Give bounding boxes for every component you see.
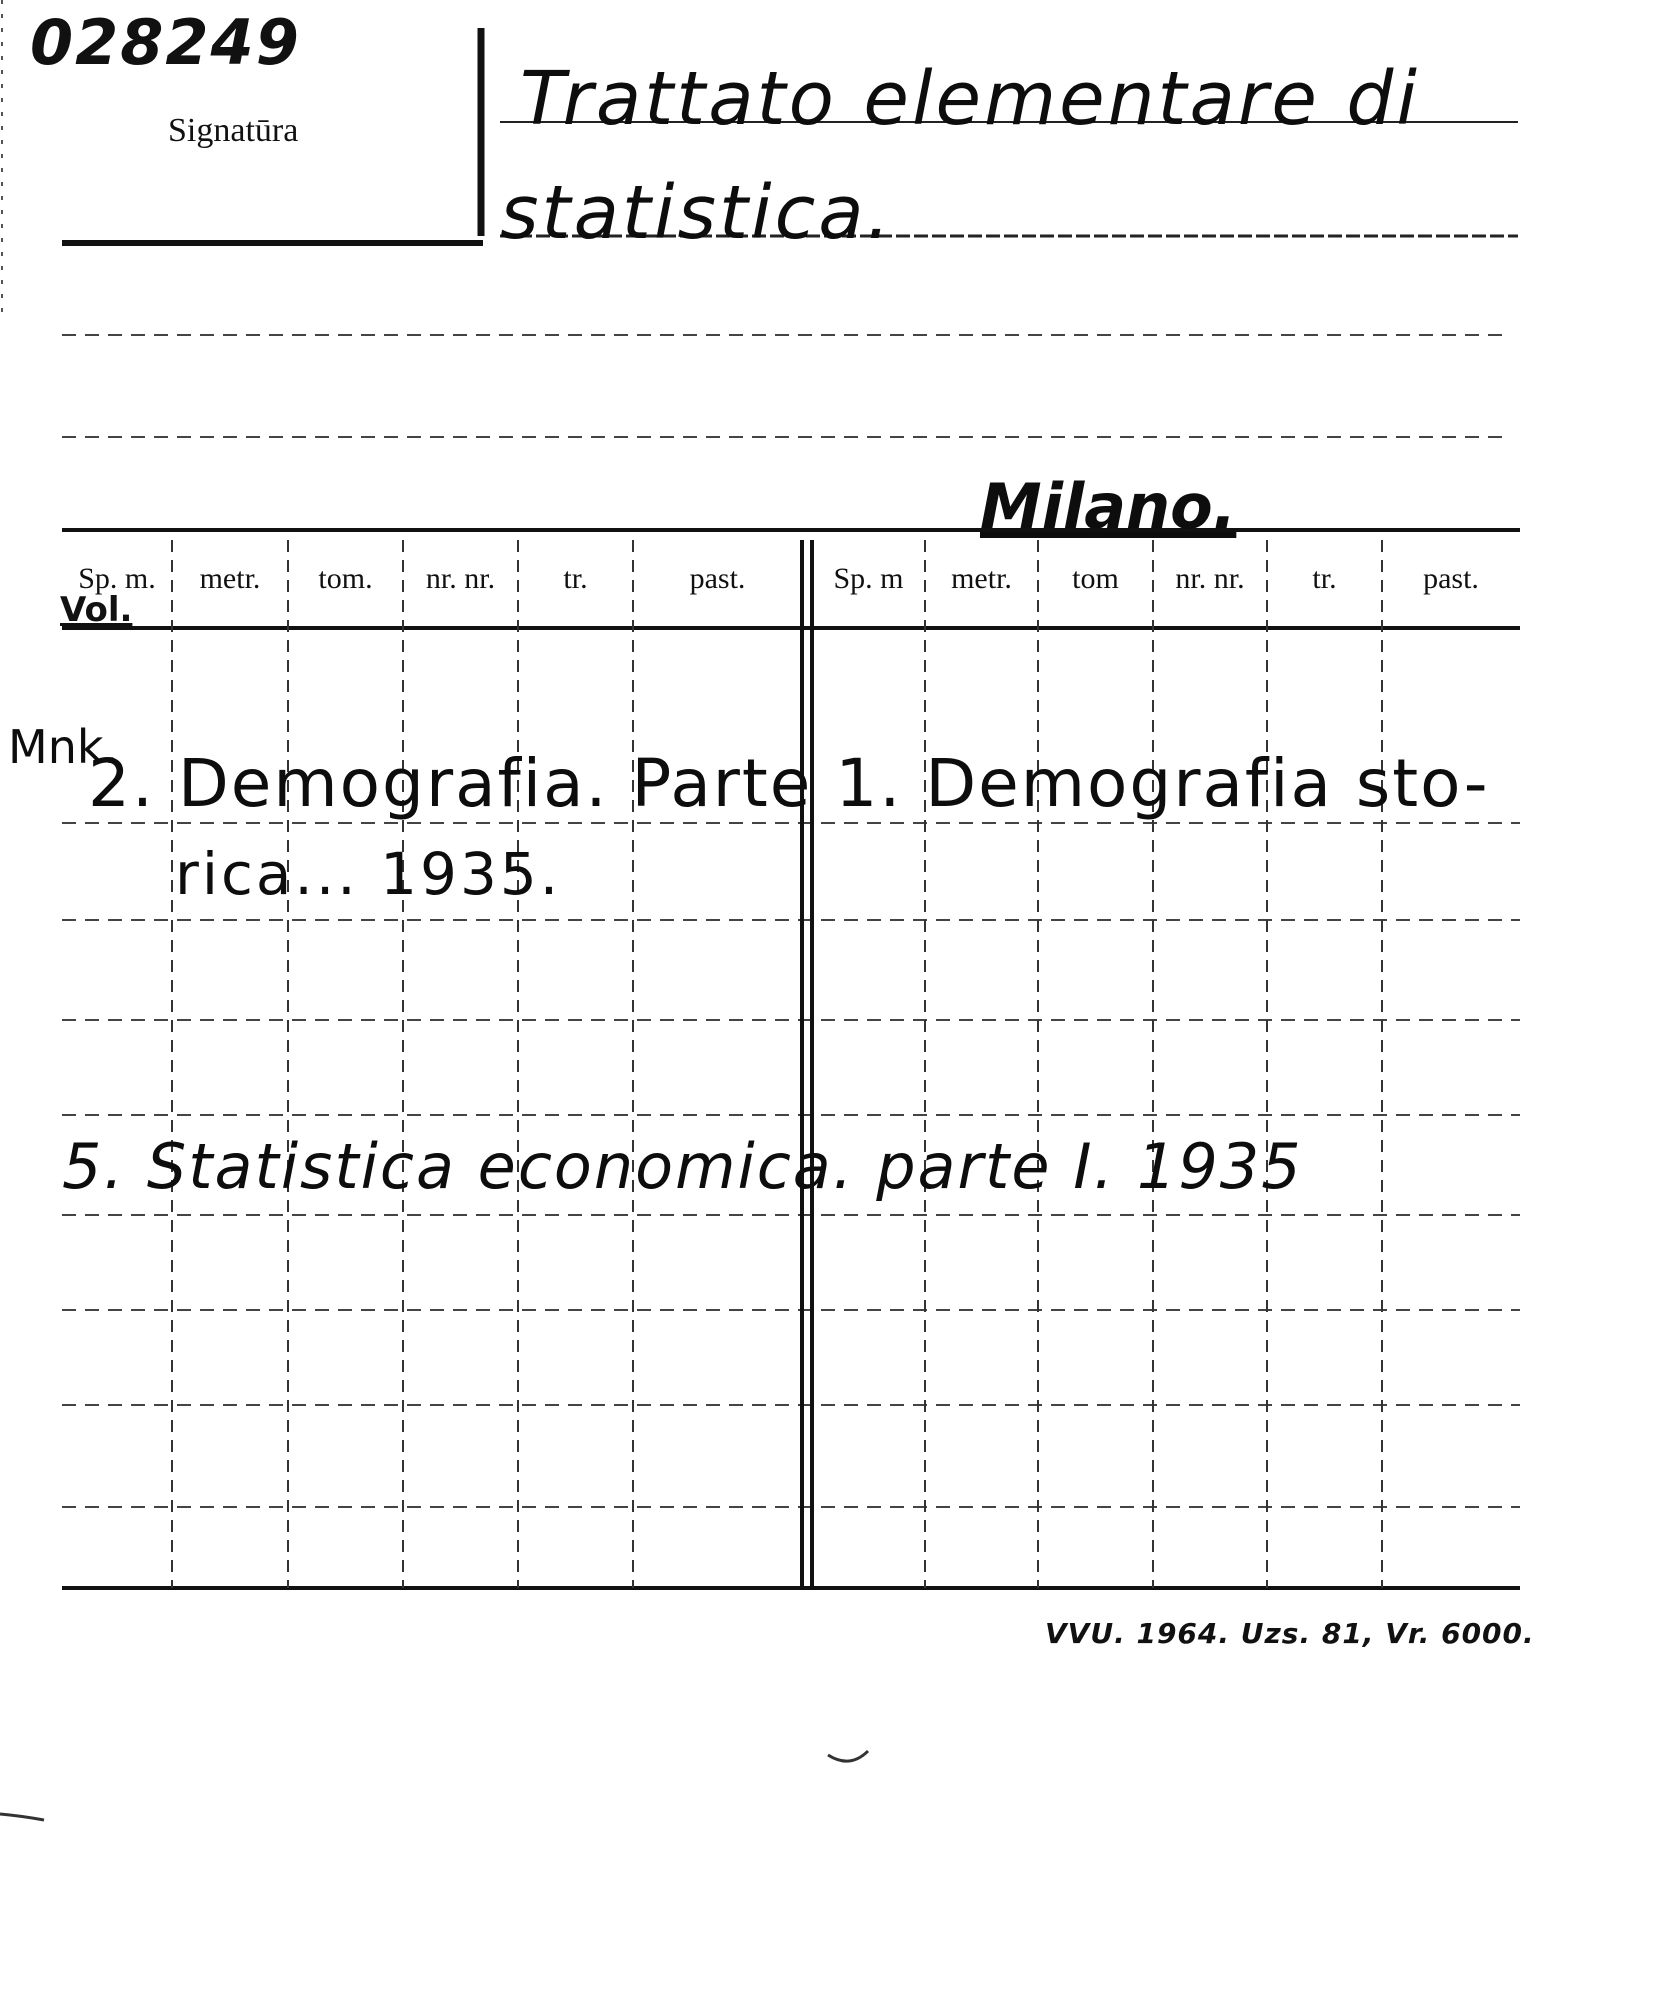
header-nr-left: nr. nr.	[425, 562, 496, 595]
header-past-right: past.	[1423, 562, 1479, 595]
title-line-1: Trattato elementare di	[520, 56, 1420, 142]
signature-label: Signatūra	[168, 112, 299, 149]
title-line-2: statistica.	[500, 170, 894, 256]
entry-1-line-1: 2. Demografia. Parte 1. Demografia sto-	[88, 745, 1490, 822]
header-tom-right: tom	[1072, 562, 1119, 595]
entry-1-line-2: rica... 1935.	[175, 840, 562, 908]
entry-2-line-1: 5. Statistica economica. parte I. 1935	[62, 1130, 1303, 1203]
printer-imprint: VVU. 1964. Uzs. 81, Vr. 6000.	[1045, 1617, 1535, 1650]
header-sp-m-left: Sp. m.	[78, 562, 156, 595]
header-tr-right: tr.	[1312, 562, 1337, 595]
entry-marker: Mnk.	[8, 720, 119, 774]
header-metr-right: metr.	[951, 562, 1012, 595]
header-tr-left: tr.	[563, 562, 588, 595]
header-metr-left: metr.	[199, 562, 261, 595]
header-tom-left: tom.	[318, 562, 373, 595]
header-past-left: past.	[689, 562, 746, 595]
header-nr-right: nr. nr.	[1175, 562, 1245, 595]
publication-place: Milano.	[980, 470, 1237, 543]
header-sp-m-right: Sp. m	[833, 562, 904, 595]
call-number: 028249	[30, 6, 301, 79]
vol-label: Vol.	[60, 590, 133, 630]
